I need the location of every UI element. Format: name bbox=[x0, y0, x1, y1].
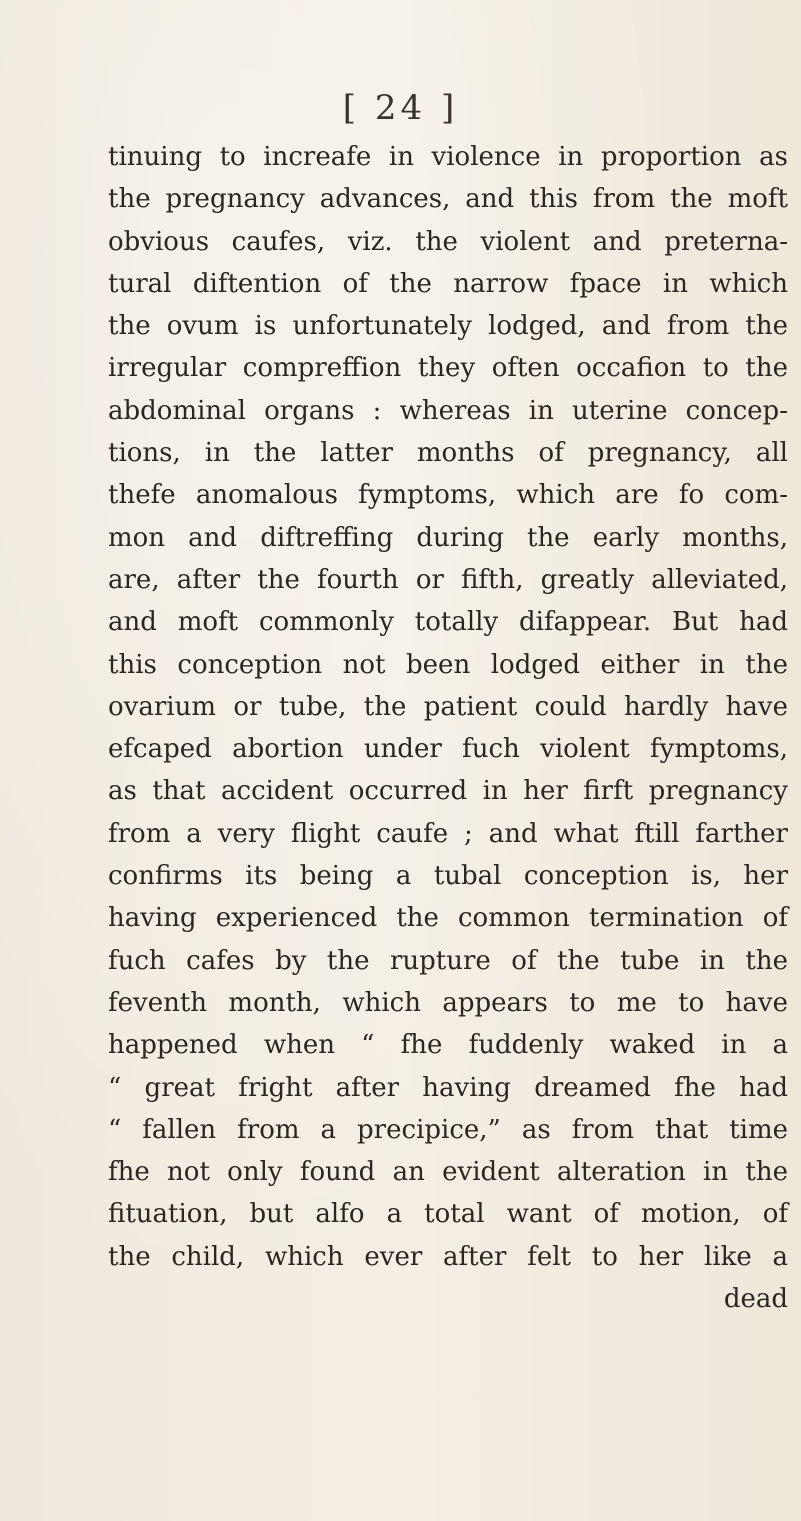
text-line: thefe anomalous fymptoms, which are fo com- bbox=[108, 480, 788, 511]
text-line: the ovum is unfortunately lodged, and from the bbox=[108, 311, 788, 342]
text-line: from a very flight caufe ; and what ftill farther bbox=[108, 818, 788, 849]
text-line: ovarium or tube, the patient could hardly have bbox=[108, 691, 788, 722]
text-line: “ great fright after having dreamed fhe had bbox=[108, 1072, 788, 1103]
text-line: fituation, but alfo a total want of motion, of bbox=[108, 1199, 788, 1230]
text-line: obvious caufes, viz. the violent and preterna- bbox=[108, 226, 788, 257]
text-line: feventh month, which appears to me to have bbox=[108, 987, 788, 1018]
catchword: dead bbox=[723, 1284, 788, 1315]
text-line: the child, which ever after felt to her like a bbox=[108, 1241, 788, 1272]
text-line: irregular compreffion they often occafion to the bbox=[108, 353, 788, 384]
text-line: tions, in the latter months of pregnancy, all bbox=[108, 438, 788, 469]
text-line: the pregnancy advances, and this from the moft bbox=[108, 184, 788, 215]
text-line: tural diftention of the narrow fpace in which bbox=[108, 268, 788, 299]
page-number bbox=[0, 88, 801, 128]
text-line: happened when “ fhe fuddenly waked in a bbox=[108, 1030, 788, 1061]
text-line: are, after the fourth or fifth, greatly alleviated, bbox=[108, 564, 788, 595]
page-number-close-bracket: ] bbox=[440, 88, 459, 128]
text-line: efcaped abortion under fuch violent fymptoms, bbox=[108, 734, 788, 765]
text-line: fuch cafes by the rupture of the tube in the bbox=[108, 945, 788, 976]
text-line: this conception not been lodged either in the bbox=[108, 649, 788, 680]
text-line: confirms its being a tubal conception is, her bbox=[108, 861, 788, 892]
text-line: and moft commonly totally difappear. But had bbox=[108, 607, 788, 638]
page-number-value: 24 bbox=[374, 88, 427, 128]
text-line: “ fallen from a precipice,” as from that time bbox=[108, 1114, 788, 1145]
text-line: fhe not only found an evident alteration in the bbox=[108, 1157, 788, 1188]
body-text bbox=[108, 136, 788, 1320]
page-number-open-bracket: [ bbox=[342, 88, 361, 128]
text-line: mon and diftreffing during the early months, bbox=[108, 522, 788, 553]
text-line: abdominal organs : whereas in uterine concep- bbox=[108, 395, 788, 426]
text-line: as that accident occurred in her firft pregnancy bbox=[108, 776, 788, 807]
text-line: tinuing to increafe in violence in proportion as bbox=[108, 142, 788, 172]
text-line: having experienced the common termination of bbox=[108, 903, 788, 934]
